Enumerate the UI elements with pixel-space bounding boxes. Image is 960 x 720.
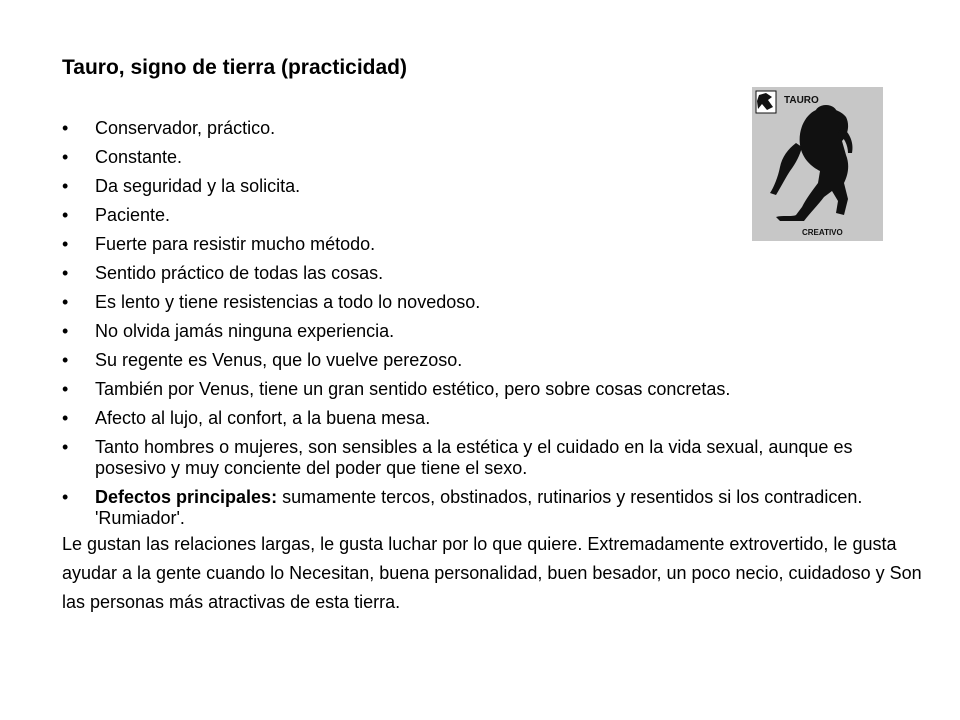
list-item: • Da seguridad y la solicita. bbox=[62, 176, 301, 196]
bullet-icon: • bbox=[62, 176, 69, 196]
image-label-top: TAURO bbox=[784, 95, 819, 106]
image-label-bottom: CREATIVO bbox=[802, 228, 843, 237]
bullet-icon: • bbox=[62, 263, 69, 283]
taurus-logo-icon bbox=[756, 91, 776, 113]
list-item: • Es lento y tiene resistencias a todo lo novedoso. bbox=[62, 292, 481, 312]
bullet-icon: • bbox=[62, 408, 69, 428]
bullet-list bbox=[62, 118, 922, 537]
list-item: • Fuerte para resistir mucho método. bbox=[62, 234, 376, 254]
page-title: Tauro, signo de tierra (practicidad) bbox=[62, 56, 408, 79]
bullet-icon: • bbox=[62, 118, 69, 138]
list-item: • Paciente. bbox=[62, 205, 171, 225]
bullet-icon: • bbox=[62, 205, 69, 225]
bullet-icon: • bbox=[62, 437, 69, 457]
defects-text: sumamente tercos, obstinados, rutinarios y resentidos si los contradicen. 'Rumiador'. bbox=[95, 487, 863, 528]
list-item: • Conservador, práctico. bbox=[62, 118, 276, 138]
bullet-icon: • bbox=[62, 350, 69, 370]
bullet-icon: • bbox=[62, 379, 69, 399]
list-item: • Afecto al lujo, al confort, a la buena mesa. bbox=[62, 408, 431, 428]
bullet-icon: • bbox=[62, 321, 69, 341]
list-item: • Constante. bbox=[62, 147, 183, 167]
bullet-icon: • bbox=[62, 234, 69, 254]
closing-paragraph: Le gustan las relaciones largas, le gusta luchar por lo que quiere. Extremadamente extrovertido, le gusta ayudar a la gente cuando lo Necesitan, buena personalidad, buen besador, un poco necio, cuidadoso y Son las personas más atractivas de esta tierra. bbox=[62, 534, 922, 612]
defects-label: Defectos principales: bbox=[95, 487, 278, 507]
list-item: • También por Venus, tiene un gran sentido estético, pero sobre cosas concretas. bbox=[62, 379, 731, 399]
list-item: • Su regente es Venus, que lo vuelve perezoso. bbox=[62, 350, 463, 370]
list-item-defects bbox=[62, 487, 922, 529]
bullet-icon: • bbox=[62, 292, 69, 312]
bullet-icon: • bbox=[62, 147, 69, 167]
list-item: • No olvida jamás ninguna experiencia. bbox=[62, 321, 395, 341]
list-item: • Tanto hombres o mujeres, son sensibles a la estética y el cuidado en la vida sexual, aunque es posesivo y muy conciente del poder que tiene el sexo. bbox=[62, 437, 853, 478]
bullet-icon: • bbox=[62, 487, 69, 507]
list-item: • Sentido práctico de todas las cosas. bbox=[62, 263, 384, 283]
